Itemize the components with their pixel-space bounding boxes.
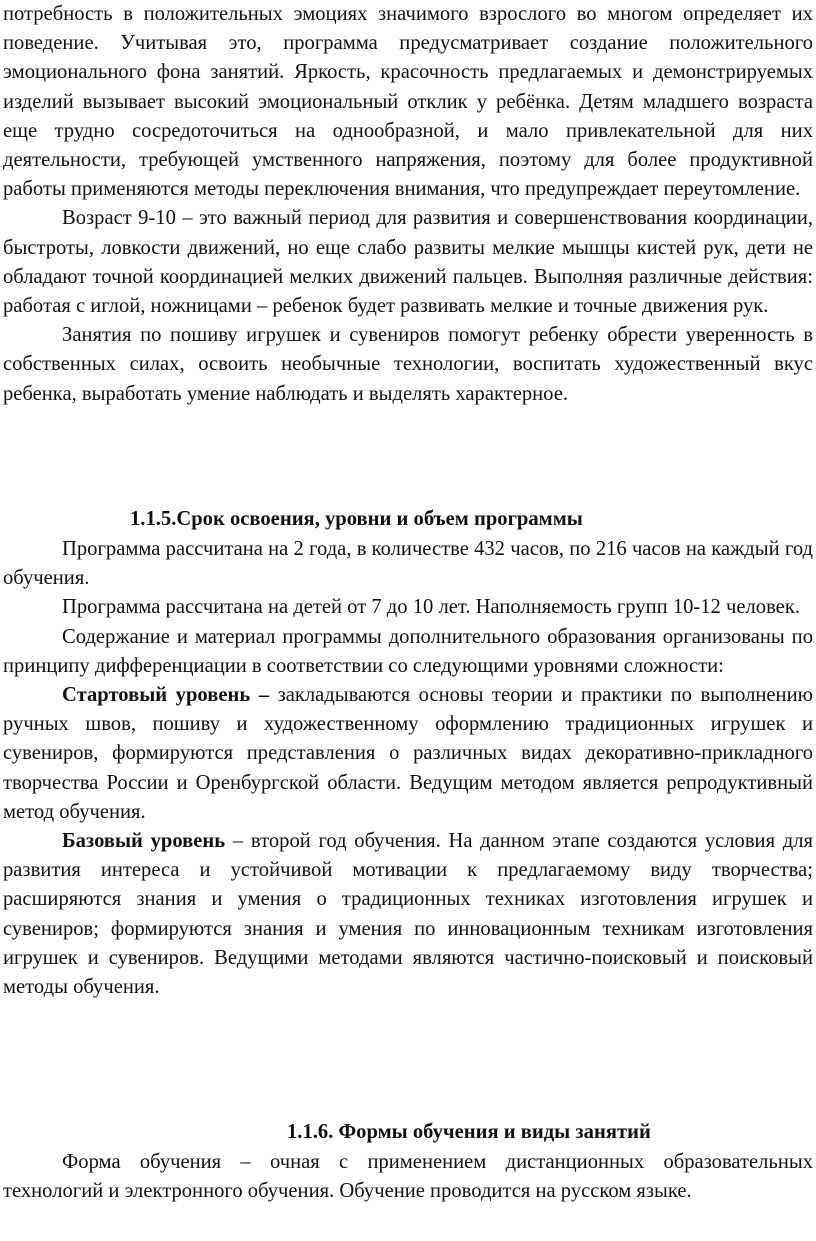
paragraph-sewing: Занятия по пошиву игрушек и сувениров помогут ребенку обрести уверенность в собственных силах, освоить необычные технологии, воспитать художественный вкус ребенка, выработать умение наблюдать и выделять характерное. <box>3 324 813 405</box>
paragraph-duration: Программа рассчитана на 2 года, в количестве 432 часов, по 216 часов на каждый год обучения. <box>3 538 813 590</box>
base-level-label: Базовый уровень <box>62 830 226 853</box>
form-text-block <box>3 1148 813 1206</box>
paragraph-differentiation: Содержание и материал программы дополнительного образования организованы по принципу дифференциации в соответствии со следующими уровнями сложности: <box>3 625 813 677</box>
starting-level-label: Стартовый уровень – <box>62 684 270 707</box>
starting-level-text: закладываются основы теории и практики по выполнению ручных швов, пошиву и художественному оформлению традиционных игрушек и сувениров, формируются представления о различных видах декоративно-прикладного творчества России и Оренбургской области. Ведущим методом является репродуктивный метод обучения. <box>3 684 813 823</box>
paragraph-base-level <box>3 827 813 1002</box>
program-text-block <box>3 535 813 1002</box>
paragraph-form: Форма обучения – очная с применением дистанционных образовательных технологий и электронного обучения. Обучение проводится на русском языке. <box>3 1151 813 1203</box>
heading-1-1-6: 1.1.6. Формы обучения и виды занятий <box>287 1121 651 1143</box>
paragraph-emotions: потребность в положительных эмоциях значимого взрослого во многом определяет их поведение. Учитывая это, программа предусматривает создание положительного эмоционального фона занятий. Яркость, красочность предлагаемых и демонстрируемых изделий вызывает высокий эмоциональный отклик у ребёнка. Детям младшего возраста еще трудно сосредоточиться на однообразной, и мало привлекательной для них деятельности, требующей умственного напряжения, поэтому для более продуктивной работы применяются методы переключения внимания, что предупреждает переутомление. <box>3 3 813 201</box>
intro-text-block <box>3 0 813 409</box>
paragraph-target-age: Программа рассчитана на детей от 7 до 10 лет. Наполняемость групп 10-12 человек. <box>62 596 800 619</box>
paragraph-starting-level <box>3 681 813 827</box>
base-level-text: – второй год обучения. На данном этапе создаются условия для развития интереса и устойчивой мотивации к предлагаемому виду творчества; расширяются знания и умения о традиционных техниках изготовления игрушек и сувениров; формируются знания и умения по инновационным техникам изготовления игрушек и сувениров. Ведущими методами являются частично-поисковый и поисковый методы обучения. <box>3 830 813 999</box>
paragraph-age: Возраст 9-10 – это важный период для развития и совершенствования координации, быстроты, ловкости движений, но еще слабо развиты мелкие мышцы кистей рук, дети не обладают точной координацией мелких движений пальцев. Выполняя различные действия: работая с иглой, ножницами – ребенок будет развивать мелкие и точные движения рук. <box>3 207 813 318</box>
heading-1-1-5: 1.1.5.Срок освоения, уровни и объем программы <box>130 508 583 530</box>
